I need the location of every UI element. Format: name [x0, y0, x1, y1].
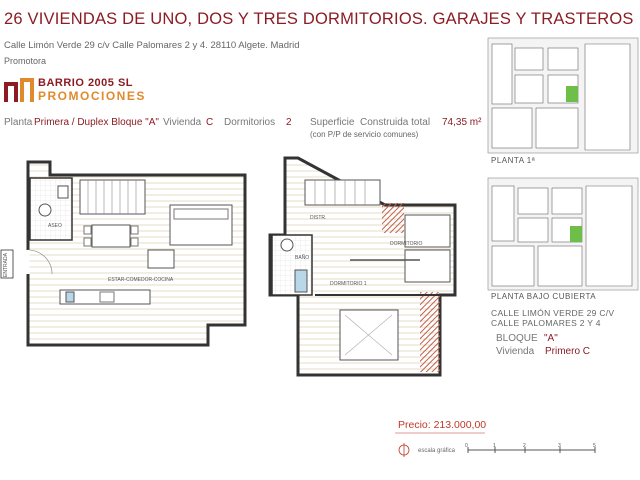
- room-dormitorio1: DORMITORIO 1: [330, 281, 367, 287]
- room-dormitorio: DORMITORIO: [390, 241, 423, 247]
- room-distr: DISTR.: [310, 215, 327, 221]
- scale-tick-3: 3: [558, 443, 561, 449]
- vivienda-label: Vivienda: [163, 117, 202, 128]
- superficie-label: Superficie: [310, 117, 355, 128]
- street-line-2: CALLE PALOMARES 2 Y 4: [491, 318, 601, 328]
- vivienda-right-value: Primero C: [545, 346, 591, 357]
- scale-label: escala gráfica: [418, 448, 456, 454]
- scale-tick-1: 1: [493, 443, 496, 449]
- superficie-note: (con P/P de servicio comunes): [310, 130, 419, 139]
- key-plan-planta1: [488, 38, 638, 153]
- vivienda-right-label: Vivienda: [496, 346, 535, 357]
- planta-label: Planta: [4, 117, 33, 128]
- street-line-1: CALLE LIMÓN VERDE 29 C/V: [491, 308, 615, 318]
- entry-label: ENTRADA: [2, 253, 9, 277]
- bloque-value: "A": [544, 333, 558, 344]
- plan-upper-floor: [270, 158, 455, 375]
- logo-subtitle: PROMOCIONES: [38, 89, 146, 103]
- scale-tick-0: 0: [465, 443, 468, 449]
- room-estar: ESTAR-COMEDOR-COCINA: [108, 277, 174, 283]
- promotora-label: Promotora: [4, 56, 47, 66]
- bloque-label: BLOQUE: [496, 333, 538, 344]
- key-plan-bajo-cubierta: [488, 178, 638, 290]
- plan-lower-floor: [28, 162, 245, 345]
- page-title: 26 VIVIENDAS DE UNO, DOS Y TRES DORMITORIOS. GARAJES Y TRASTEROS: [4, 10, 634, 28]
- scale-tick-2: 2: [523, 443, 526, 449]
- planta-value: Primera / Duplex Bloque "A": [34, 117, 159, 128]
- superficie-value: 74,35 m²: [442, 117, 482, 128]
- room-bano: BAÑO: [295, 255, 310, 261]
- room-aseo: ASEO: [48, 223, 62, 229]
- caption-planta1: PLANTA 1ª: [491, 156, 536, 165]
- vivienda-value: C: [206, 117, 214, 128]
- caption-bajo-cubierta: PLANTA BAJO CUBIERTA: [491, 292, 597, 301]
- scale-tick-5: 5: [593, 443, 596, 449]
- price: Precio: 213.000,00: [398, 419, 487, 431]
- superficie-label2: Construida total: [360, 117, 431, 128]
- logo-name: BARRIO 2005 SL: [38, 77, 134, 89]
- dormitorios-value: 2: [286, 117, 292, 128]
- address: Calle Limón Verde 29 c/v Calle Palomares 2 y 4. 28110 Algete. Madrid: [4, 40, 300, 51]
- dormitorios-label: Dormitorios: [224, 117, 276, 128]
